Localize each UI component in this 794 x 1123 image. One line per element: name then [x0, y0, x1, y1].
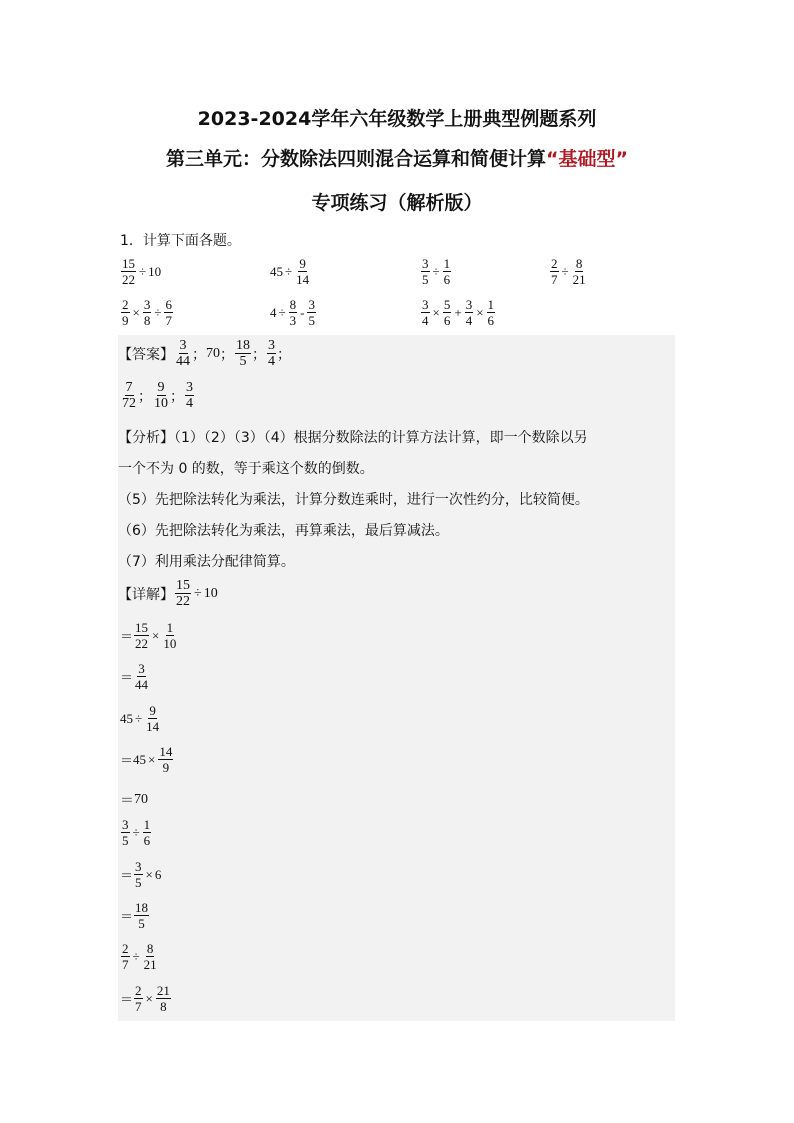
denominator: 8	[143, 313, 151, 328]
denominator: 10	[154, 396, 168, 411]
fraction	[156, 983, 171, 1014]
fraction	[175, 338, 191, 369]
numerator: 15	[176, 578, 190, 593]
numerator: 21	[156, 983, 170, 998]
fraction	[162, 620, 177, 651]
fraction	[134, 859, 143, 890]
denominator: 72	[122, 396, 136, 411]
numerator: 15	[122, 256, 135, 271]
numerator: 3	[422, 256, 429, 271]
numerator: 6	[165, 297, 172, 312]
fraction	[143, 817, 152, 848]
detail-step-5	[120, 744, 174, 775]
denominator: 4	[186, 396, 193, 411]
denominator: 9	[122, 313, 129, 328]
problem-3	[420, 256, 452, 287]
equals-sign: ＝	[120, 909, 134, 924]
numerator: 3	[135, 859, 142, 874]
denominator: 44	[176, 354, 190, 369]
operator: ÷	[285, 263, 293, 279]
detail-step-1	[118, 578, 218, 609]
detail-label: 【详解】	[118, 586, 174, 603]
analysis-line-3: （5）先把除法转化为乘法，计算分数连乘时，进行一次性约分，比较简便。	[118, 492, 589, 508]
fraction	[134, 983, 143, 1014]
detail-step-10	[120, 941, 159, 972]
fraction	[134, 900, 149, 931]
numerator: 7	[125, 380, 133, 395]
problem-5	[120, 297, 174, 328]
denominator: 6	[143, 833, 151, 848]
denominator: 10	[163, 636, 177, 651]
fraction	[465, 297, 474, 328]
separator: ；	[170, 389, 184, 405]
numerator: 8	[575, 256, 583, 271]
answer-label: 【答案】	[118, 346, 174, 363]
fraction	[121, 297, 130, 328]
problem-7	[420, 297, 496, 328]
denominator: 21	[143, 957, 157, 972]
denominator: 8	[160, 999, 167, 1014]
operator: ÷	[194, 585, 202, 601]
fraction	[153, 380, 169, 411]
doc-title: 2023-2024学年六年级数学上册典型例题系列	[197, 108, 597, 130]
denominator: 7	[135, 999, 142, 1014]
numerator: 18	[135, 900, 149, 915]
operator: ×	[132, 304, 140, 320]
operator: ×	[148, 751, 156, 767]
detail-step-7	[120, 817, 152, 848]
numerator: 9	[299, 256, 306, 271]
fraction	[295, 256, 310, 287]
numerator: 9	[157, 380, 165, 395]
detail-step-3	[120, 661, 150, 692]
operator: ÷	[154, 304, 162, 320]
numerator: 3	[143, 297, 151, 312]
result-value: 70	[134, 792, 148, 807]
analysis-line-4: （6）先把除法转化为乘法，再算乘法，最后算减法。	[118, 523, 449, 539]
separator: ；	[192, 347, 206, 363]
fraction	[143, 941, 158, 972]
numerator: 3	[268, 338, 275, 353]
denominator: 6	[487, 313, 495, 328]
numerator: 1	[487, 297, 495, 312]
fraction	[145, 703, 160, 734]
operand: 10	[203, 585, 218, 601]
detail-step-11	[120, 983, 172, 1014]
fraction	[550, 256, 559, 287]
operand: 45	[270, 263, 283, 279]
numerator: 3	[422, 297, 429, 312]
operator: ×	[152, 627, 160, 643]
numerator: 8	[146, 941, 154, 956]
operator: ÷	[132, 948, 140, 964]
denominator: 22	[122, 272, 135, 287]
detail-step-2	[120, 620, 178, 651]
fraction	[143, 297, 152, 328]
denominator: 22	[176, 594, 190, 609]
analysis-line-1: 【分析】（1）（2）（3）（4）根据分数除法的计算方法计算，即一个数除以另	[118, 430, 588, 446]
denominator: 9	[162, 760, 170, 775]
numerator: 1	[166, 620, 174, 635]
detail-step-9	[120, 900, 150, 931]
subtitle-highlight: “基础型”	[546, 148, 628, 170]
problem-1	[120, 256, 161, 287]
fraction	[421, 256, 430, 287]
numerator: 3	[138, 661, 145, 676]
separator: ；	[138, 389, 152, 405]
analysis-line-2: 一个不为 0 的数，等于乘这个数的倒数。	[118, 461, 374, 477]
denominator: 44	[135, 677, 149, 692]
denominator: 6	[443, 313, 451, 328]
denominator: 7	[165, 313, 172, 328]
equals-sign: ＝	[120, 868, 134, 883]
operand: 6	[154, 866, 162, 882]
equals-sign: ＝	[120, 992, 134, 1007]
denominator: 5	[138, 916, 145, 931]
fraction	[121, 817, 130, 848]
denominator: 14	[296, 272, 310, 287]
fraction	[185, 380, 194, 411]
operator: ÷	[132, 824, 140, 840]
numerator: 3	[186, 380, 193, 395]
equals-sign: ＝	[120, 753, 134, 768]
answer-row-2	[120, 380, 195, 411]
fraction	[121, 380, 137, 411]
numerator: 5	[443, 297, 451, 312]
numerator: 9	[149, 703, 156, 718]
denominator: 5	[422, 272, 429, 287]
numerator: 3	[465, 297, 473, 312]
fraction	[158, 744, 173, 775]
numerator: 3	[308, 297, 315, 312]
doc-subtitle-2: 专项练习（解析版）	[311, 192, 483, 214]
denominator: 5	[308, 313, 315, 328]
operand: 45	[120, 710, 133, 726]
denominator: 4	[422, 313, 429, 328]
fraction	[175, 578, 191, 609]
fraction	[307, 297, 316, 328]
fraction	[164, 297, 173, 328]
fraction	[421, 297, 430, 328]
separator: ；	[277, 347, 291, 363]
denominator: 22	[135, 636, 149, 651]
denominator: 7	[122, 957, 129, 972]
fraction	[121, 256, 136, 287]
operator: ×	[432, 304, 440, 320]
fraction	[443, 256, 452, 287]
denominator: 14	[146, 719, 160, 734]
doc-subtitle	[0, 144, 794, 171]
equals-sign: ＝	[120, 670, 134, 685]
operand: 45	[133, 751, 147, 767]
equals-sign: ＝	[120, 629, 134, 644]
operator: ×	[145, 990, 153, 1006]
problem-2	[270, 256, 311, 287]
operand: 4	[270, 304, 277, 320]
subtitle-text: 第三单元：分数除法四则混合运算和简便计算	[166, 148, 547, 170]
denominator: 5	[135, 875, 142, 890]
question-label: 1．计算下面各题。	[120, 233, 241, 249]
numerator: 3	[179, 338, 187, 353]
problem-6	[270, 297, 317, 328]
fraction	[134, 620, 149, 651]
detail-step-4	[120, 703, 161, 734]
denominator: 4	[268, 354, 275, 369]
numerator: 2	[122, 297, 129, 312]
denominator: 5	[239, 354, 247, 369]
denominator: 21	[572, 272, 586, 287]
denominator: 4	[465, 313, 473, 328]
answer-value: 70	[206, 345, 220, 361]
fraction	[487, 297, 496, 328]
separator: ；	[220, 347, 234, 363]
fraction	[134, 661, 149, 692]
fraction	[121, 941, 130, 972]
denominator: 3	[289, 313, 297, 328]
fraction	[572, 256, 587, 287]
numerator: 1	[143, 817, 151, 832]
answer-row-1	[118, 338, 291, 369]
operator: ×	[476, 304, 484, 320]
operator: ÷	[561, 263, 569, 279]
numerator: 18	[236, 338, 250, 353]
denominator: 7	[551, 272, 558, 287]
denominator: 6	[443, 272, 451, 287]
operator: ÷	[135, 710, 143, 726]
operator: ÷	[139, 263, 147, 279]
problem-4	[549, 256, 588, 287]
separator: ；	[252, 347, 266, 363]
equals-sign: ＝	[120, 794, 134, 809]
fraction	[443, 297, 452, 328]
numerator: 14	[159, 744, 173, 759]
detail-step-8	[120, 859, 161, 890]
numerator: 3	[122, 817, 129, 832]
operator: ÷	[432, 263, 440, 279]
fraction	[267, 338, 276, 369]
numerator: 2	[551, 256, 558, 271]
numerator: 15	[135, 620, 149, 635]
operator: ÷	[278, 304, 286, 320]
numerator: 2	[135, 983, 142, 998]
analysis-line-5: （7）利用乘法分配律简算。	[118, 554, 295, 570]
fraction	[235, 338, 251, 369]
numerator: 8	[289, 297, 297, 312]
operator: ×	[145, 866, 153, 882]
numerator: 1	[443, 256, 451, 271]
numerator: 2	[122, 941, 129, 956]
detail-step-6	[120, 790, 148, 810]
denominator: 5	[122, 833, 129, 848]
operator: +	[454, 304, 462, 320]
operator: -	[300, 304, 305, 320]
operand: 10	[148, 263, 162, 279]
fraction	[289, 297, 298, 328]
